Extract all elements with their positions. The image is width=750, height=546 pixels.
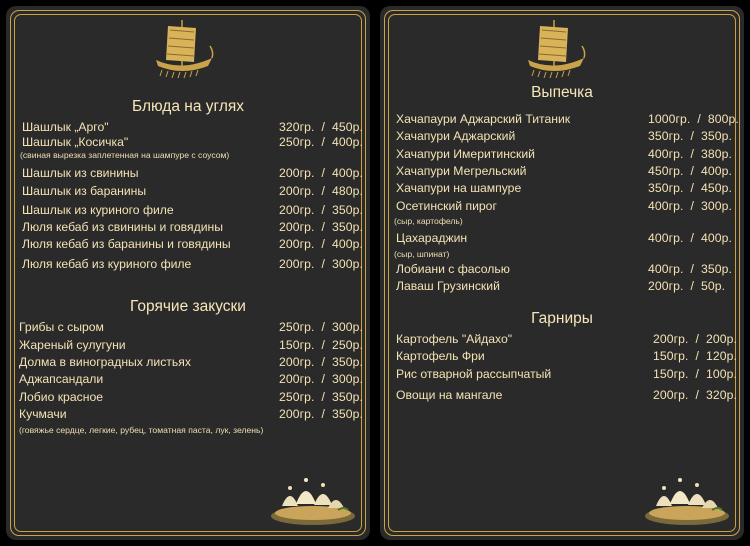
item-weight: 200гр. xyxy=(279,407,315,421)
item-price: 480р. xyxy=(331,184,363,198)
item-name: Люля кебаб из свинины и говядины xyxy=(22,220,223,234)
item-weight: 400гр. xyxy=(648,231,684,245)
item-price: 350р. xyxy=(331,407,363,421)
item-weight-price: 400гр. / 380р. xyxy=(648,147,732,161)
item-weight: 250гр. xyxy=(279,320,315,334)
item-name: Картофель Фри xyxy=(396,349,485,363)
item-weight: 400гр. xyxy=(648,199,684,213)
item-price: 800р. xyxy=(707,112,739,126)
item-name: Осетинский пирог xyxy=(396,199,497,213)
item-name: Шашлык „Арго" xyxy=(22,120,109,134)
item-weight: 200гр. xyxy=(279,237,315,251)
item-name: Шашлык из свинины xyxy=(22,166,139,180)
item-weight-price: 250гр. / 400р. xyxy=(279,135,363,149)
item-weight-price: 200гр. / 320р. xyxy=(653,388,737,402)
item-name: Хачапури Аджарский xyxy=(396,129,516,143)
item-weight: 1000гр. xyxy=(648,112,691,126)
item-weight: 200гр. xyxy=(653,388,689,402)
item-weight: 320гр. xyxy=(279,120,315,134)
item-weight: 200гр. xyxy=(279,372,315,386)
item-weight-price: 400гр. / 400р. xyxy=(648,231,732,245)
item-weight: 200гр. xyxy=(279,257,315,271)
item-weight: 200гр. xyxy=(279,184,315,198)
item-name: Хачапури Имеритинский xyxy=(396,147,535,161)
item-weight-price: 200гр. / 480р. xyxy=(279,184,363,198)
section-title-grill: Блюда на углях xyxy=(131,98,245,115)
item-weight-price: 250гр. / 350р. xyxy=(279,390,363,404)
khinkali-dish-icon xyxy=(268,476,358,528)
item-price: 400р. xyxy=(331,237,363,251)
ship-icon xyxy=(148,16,218,80)
item-weight: 200гр. xyxy=(279,355,315,369)
item-price: 300р. xyxy=(331,257,363,271)
item-name: Жареный сулугуни xyxy=(19,338,126,352)
item-price: 350р. xyxy=(700,129,732,143)
item-weight-price: 200гр. / 50р. xyxy=(648,279,726,293)
item-weight-price: 400гр. / 350р. xyxy=(648,262,732,276)
item-weight: 350гр. xyxy=(648,129,684,143)
item-price: 350р. xyxy=(331,220,363,234)
item-weight: 200гр. xyxy=(279,166,315,180)
item-weight-price: 1000гр. / 800р. xyxy=(648,112,739,126)
item-name: Шашлык „Косичка" xyxy=(22,135,129,149)
item-weight: 250гр. xyxy=(279,135,315,149)
item-price: 450р. xyxy=(700,181,732,195)
item-price: 400р. xyxy=(700,231,732,245)
item-weight: 250гр. xyxy=(279,390,315,404)
item-price: 350р. xyxy=(331,203,363,217)
section-title-sides: Гарниры xyxy=(531,310,593,327)
item-weight-price: 200гр. / 300р. xyxy=(279,257,363,271)
item-name: Люля кебаб из баранины и говядины xyxy=(22,237,231,251)
item-name: Грибы с сыром xyxy=(19,320,104,334)
item-weight-price: 150гр. / 120р. xyxy=(653,349,737,363)
item-weight: 150гр. xyxy=(279,338,315,352)
item-weight-price: 250гр. / 300р. xyxy=(279,320,363,334)
item-weight-price: 320гр. / 450р. xyxy=(279,120,363,134)
item-price: 400р. xyxy=(331,135,363,149)
item-weight: 450гр. xyxy=(648,164,684,178)
item-price: 320р. xyxy=(705,388,737,402)
item-name: Лобио красное xyxy=(19,390,103,404)
item-weight-price: 400гр. / 300р. xyxy=(648,199,732,213)
gold-frame xyxy=(10,10,366,536)
item-weight: 400гр. xyxy=(648,262,684,276)
item-price: 300р. xyxy=(700,199,732,213)
item-name: Люля кебаб из куриного филе xyxy=(22,257,192,271)
item-price: 120р. xyxy=(705,349,737,363)
ship-icon xyxy=(520,16,590,80)
item-weight-price: 200гр. / 200р. xyxy=(653,332,737,346)
item-name: Хачапаури Аджарский Титаник xyxy=(396,112,571,126)
item-weight-price: 200гр. / 400р. xyxy=(279,166,363,180)
item-name: Шашлык из куриного филе xyxy=(22,203,174,217)
item-weight-price: 200гр. / 350р. xyxy=(279,355,363,369)
item-price: 50р. xyxy=(700,279,726,293)
item-price: 350р. xyxy=(331,355,363,369)
item-weight: 150гр. xyxy=(653,367,689,381)
item-name: Овощи на мангале xyxy=(396,388,503,402)
item-name: Лобиани с фасолью xyxy=(396,262,510,276)
item-name: Аджапсандали xyxy=(19,372,104,386)
item-weight-price: 450гр. / 400р. xyxy=(648,164,732,178)
item-name: Хачапури на шампуре xyxy=(396,181,522,195)
item-name: Лаваш Грузинский xyxy=(396,279,500,293)
item-price: 300р. xyxy=(331,320,363,334)
item-price: 100р. xyxy=(705,367,737,381)
item-price: 250р. xyxy=(331,338,363,352)
item-price: 380р. xyxy=(700,147,732,161)
item-weight: 200гр. xyxy=(279,203,315,217)
item-weight-price: 350гр. / 350р. xyxy=(648,129,732,143)
item-price: 450р. xyxy=(331,120,363,134)
item-price: 300р. xyxy=(331,372,363,386)
item-name: Цахараджин xyxy=(396,231,468,245)
item-name: Хачапури Мегрельский xyxy=(396,164,527,178)
item-weight-price: 200гр. / 400р. xyxy=(279,237,363,251)
item-name: Рис отварной рассыпчатый xyxy=(396,367,552,381)
item-weight-price: 200гр. / 300р. xyxy=(279,372,363,386)
section-title-hot-appetizers: Горячие закуски xyxy=(130,298,246,315)
item-price: 200р. xyxy=(705,332,737,346)
item-note: (говяжье сердце, легкие, рубец, томатная паста, лук, зелень) xyxy=(19,425,264,435)
item-note: (сыр, шпинат) xyxy=(394,249,450,259)
menu-page-right xyxy=(380,6,744,540)
item-price: 350р. xyxy=(331,390,363,404)
item-price: 350р. xyxy=(700,262,732,276)
item-weight-price: 150гр. / 250р. xyxy=(279,338,363,352)
item-note: (свиная вырезка заплетенная на шампуре с соусом) xyxy=(20,150,230,160)
menu-page-left xyxy=(6,6,370,540)
item-weight: 400гр. xyxy=(648,147,684,161)
item-price: 400р. xyxy=(331,166,363,180)
khinkali-dish-icon xyxy=(642,476,732,528)
item-weight-price: 200гр. / 350р. xyxy=(279,203,363,217)
item-name: Шашлык из баранины xyxy=(22,184,147,198)
item-name: Долма в виноградных листьях xyxy=(19,355,191,369)
item-weight: 200гр. xyxy=(279,220,315,234)
item-name: Кучмачи xyxy=(19,407,67,421)
item-weight: 200гр. xyxy=(648,279,684,293)
item-weight: 150гр. xyxy=(653,349,689,363)
item-name: Картофель "Айдахо" xyxy=(396,332,513,346)
item-price: 400р. xyxy=(700,164,732,178)
item-note: (сыр, картофель) xyxy=(394,216,463,226)
item-weight: 350гр. xyxy=(648,181,684,195)
item-weight: 200гр. xyxy=(653,332,689,346)
item-weight-price: 200гр. / 350р. xyxy=(279,220,363,234)
section-title-pastry: Выпечка xyxy=(531,84,593,101)
item-weight-price: 150гр. / 100р. xyxy=(653,367,737,381)
item-weight-price: 350гр. / 450р. xyxy=(648,181,732,195)
item-weight-price: 200гр. / 350р. xyxy=(279,407,363,421)
